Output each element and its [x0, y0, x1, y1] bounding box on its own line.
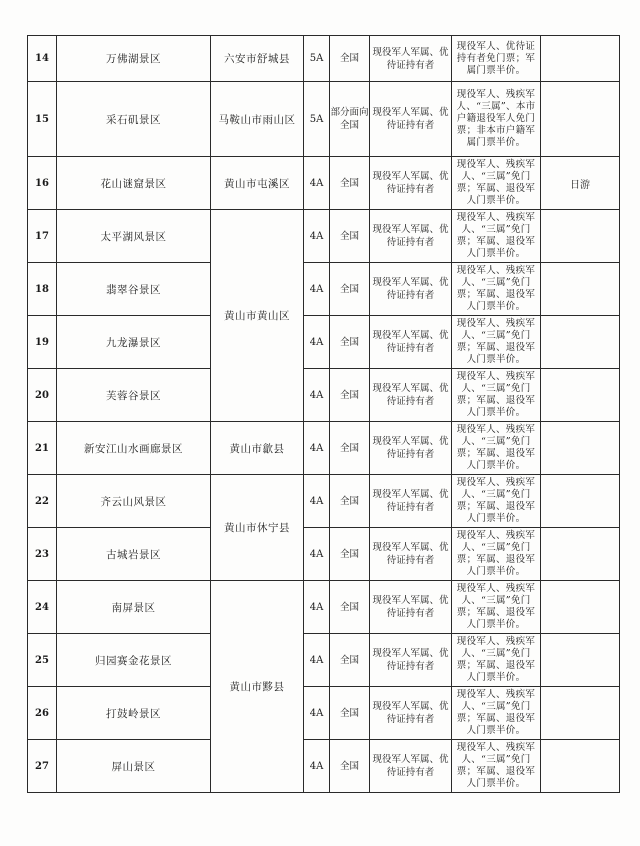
row-number: 20 [28, 369, 57, 422]
target-group: 现役军人军属、优待证持有者 [370, 263, 452, 316]
location: 黄山市黟县 [211, 581, 304, 793]
level: 4A [304, 157, 330, 210]
scope: 全国 [330, 210, 370, 263]
preferential-policy: 现役军人、残疾军人、“三属”免门票；军属、退役军人门票半价。 [452, 369, 541, 422]
scenic-name: 芙蓉谷景区 [57, 369, 211, 422]
location: 黄山市屯溪区 [211, 157, 304, 210]
table-row [28, 687, 620, 740]
preferential-policy: 现役军人、优待证持有者免门票；军属门票半价。 [452, 36, 541, 82]
scenic-name: 花山谜窟景区 [57, 157, 211, 210]
level: 4A [304, 422, 330, 475]
note [541, 422, 620, 475]
scope: 全国 [330, 157, 370, 210]
row-number: 25 [28, 634, 57, 687]
target-group: 现役军人军属、优待证持有者 [370, 316, 452, 369]
location: 黄山市休宁县 [211, 475, 304, 581]
target-group: 现役军人军属、优待证持有者 [370, 581, 452, 634]
preferential-policy: 现役军人、残疾军人、“三属”免门票；军属、退役军人门票半价。 [452, 263, 541, 316]
note [541, 316, 620, 369]
note [541, 210, 620, 263]
level: 4A [304, 687, 330, 740]
note [541, 581, 620, 634]
target-group: 现役军人军属、优待证持有者 [370, 210, 452, 263]
table-row [28, 157, 620, 210]
table-row [28, 528, 620, 581]
scenic-name: 新安江山水画廊景区 [57, 422, 211, 475]
row-number: 18 [28, 263, 57, 316]
preferential-policy: 现役军人、残疾军人、“三属”免门票；军属、退役军人门票半价。 [452, 687, 541, 740]
scope: 全国 [330, 634, 370, 687]
level: 4A [304, 528, 330, 581]
preferential-policy: 现役军人、残疾军人、“三属”免门票；军属、退役军人门票半价。 [452, 475, 541, 528]
note [541, 528, 620, 581]
level: 4A [304, 740, 330, 793]
row-number: 26 [28, 687, 57, 740]
level: 4A [304, 263, 330, 316]
location: 黄山市歙县 [211, 422, 304, 475]
scenic-name: 齐云山风景区 [57, 475, 211, 528]
scope: 全国 [330, 263, 370, 316]
table-row [28, 36, 620, 82]
note [541, 687, 620, 740]
preferential-policy: 现役军人、残疾军人、“三属”、本市户籍退役军人免门票；非本市户籍军属门票半价。 [452, 82, 541, 157]
location: 六安市舒城县 [211, 36, 304, 82]
scope: 全国 [330, 687, 370, 740]
preferential-policy: 现役军人、残疾军人、“三属”免门票；军属、退役军人门票半价。 [452, 528, 541, 581]
table-row [28, 369, 620, 422]
scope: 全国 [330, 528, 370, 581]
preferential-policy: 现役军人、残疾军人、“三属”免门票；军属、退役军人门票半价。 [452, 157, 541, 210]
target-group: 现役军人军属、优待证持有者 [370, 422, 452, 475]
note [541, 475, 620, 528]
scope: 全国 [330, 422, 370, 475]
note [541, 82, 620, 157]
row-number: 21 [28, 422, 57, 475]
level: 4A [304, 210, 330, 263]
location: 黄山市黄山区 [211, 210, 304, 422]
row-number: 14 [28, 36, 57, 82]
target-group: 现役军人军属、优待证持有者 [370, 36, 452, 82]
target-group: 现役军人军属、优待证持有者 [370, 82, 452, 157]
scenic-name: 万佛湖景区 [57, 36, 211, 82]
row-number: 17 [28, 210, 57, 263]
scenic-name: 采石矶景区 [57, 82, 211, 157]
target-group: 现役军人军属、优待证持有者 [370, 475, 452, 528]
scope: 全国 [330, 316, 370, 369]
scope: 全国 [330, 36, 370, 82]
row-number: 22 [28, 475, 57, 528]
preferential-policy: 现役军人、残疾军人、“三属”免门票；军属、退役军人门票半价。 [452, 581, 541, 634]
table-row [28, 210, 620, 263]
scope: 全国 [330, 369, 370, 422]
level: 4A [304, 634, 330, 687]
table-row [28, 581, 620, 634]
note [541, 36, 620, 82]
scenic-name: 九龙瀑景区 [57, 316, 211, 369]
target-group: 现役军人军属、优待证持有者 [370, 740, 452, 793]
scenic-name: 翡翠谷景区 [57, 263, 211, 316]
scenic-name: 打鼓岭景区 [57, 687, 211, 740]
table-row [28, 422, 620, 475]
level: 4A [304, 581, 330, 634]
note [541, 740, 620, 793]
scenic-name: 归园赛金花景区 [57, 634, 211, 687]
row-number: 27 [28, 740, 57, 793]
table-row [28, 634, 620, 687]
target-group: 现役军人军属、优待证持有者 [370, 157, 452, 210]
level: 4A [304, 475, 330, 528]
scenic-spot-table [27, 35, 620, 793]
level: 4A [304, 369, 330, 422]
preferential-policy: 现役军人、残疾军人、“三属”免门票；军属、退役军人门票半价。 [452, 422, 541, 475]
level: 5A [304, 82, 330, 157]
note [541, 369, 620, 422]
preferential-policy: 现役军人、残疾军人、“三属”免门票；军属、退役军人门票半价。 [452, 740, 541, 793]
scenic-name: 太平湖风景区 [57, 210, 211, 263]
scenic-name: 屏山景区 [57, 740, 211, 793]
target-group: 现役军人军属、优待证持有者 [370, 687, 452, 740]
table-row [28, 263, 620, 316]
scope: 部分面向全国 [330, 82, 370, 157]
table-row [28, 475, 620, 528]
scope: 全国 [330, 581, 370, 634]
target-group: 现役军人军属、优待证持有者 [370, 528, 452, 581]
row-number: 19 [28, 316, 57, 369]
scenic-name: 古城岩景区 [57, 528, 211, 581]
scenic-name: 南屏景区 [57, 581, 211, 634]
row-number: 23 [28, 528, 57, 581]
note [541, 263, 620, 316]
preferential-policy: 现役军人、残疾军人、“三属”免门票；军属、退役军人门票半价。 [452, 316, 541, 369]
target-group: 现役军人军属、优待证持有者 [370, 634, 452, 687]
scope: 全国 [330, 475, 370, 528]
scope: 全国 [330, 740, 370, 793]
location: 马鞍山市雨山区 [211, 82, 304, 157]
table-row [28, 740, 620, 793]
preferential-policy: 现役军人、残疾军人、“三属”免门票；军属、退役军人门票半价。 [452, 634, 541, 687]
row-number: 16 [28, 157, 57, 210]
preferential-policy: 现役军人、残疾军人、“三属”免门票；军属、退役军人门票半价。 [452, 210, 541, 263]
table-row [28, 316, 620, 369]
level: 5A [304, 36, 330, 82]
row-number: 15 [28, 82, 57, 157]
table-row [28, 82, 620, 157]
row-number: 24 [28, 581, 57, 634]
note [541, 634, 620, 687]
note: 日游 [541, 157, 620, 210]
target-group: 现役军人军属、优待证持有者 [370, 369, 452, 422]
level: 4A [304, 316, 330, 369]
